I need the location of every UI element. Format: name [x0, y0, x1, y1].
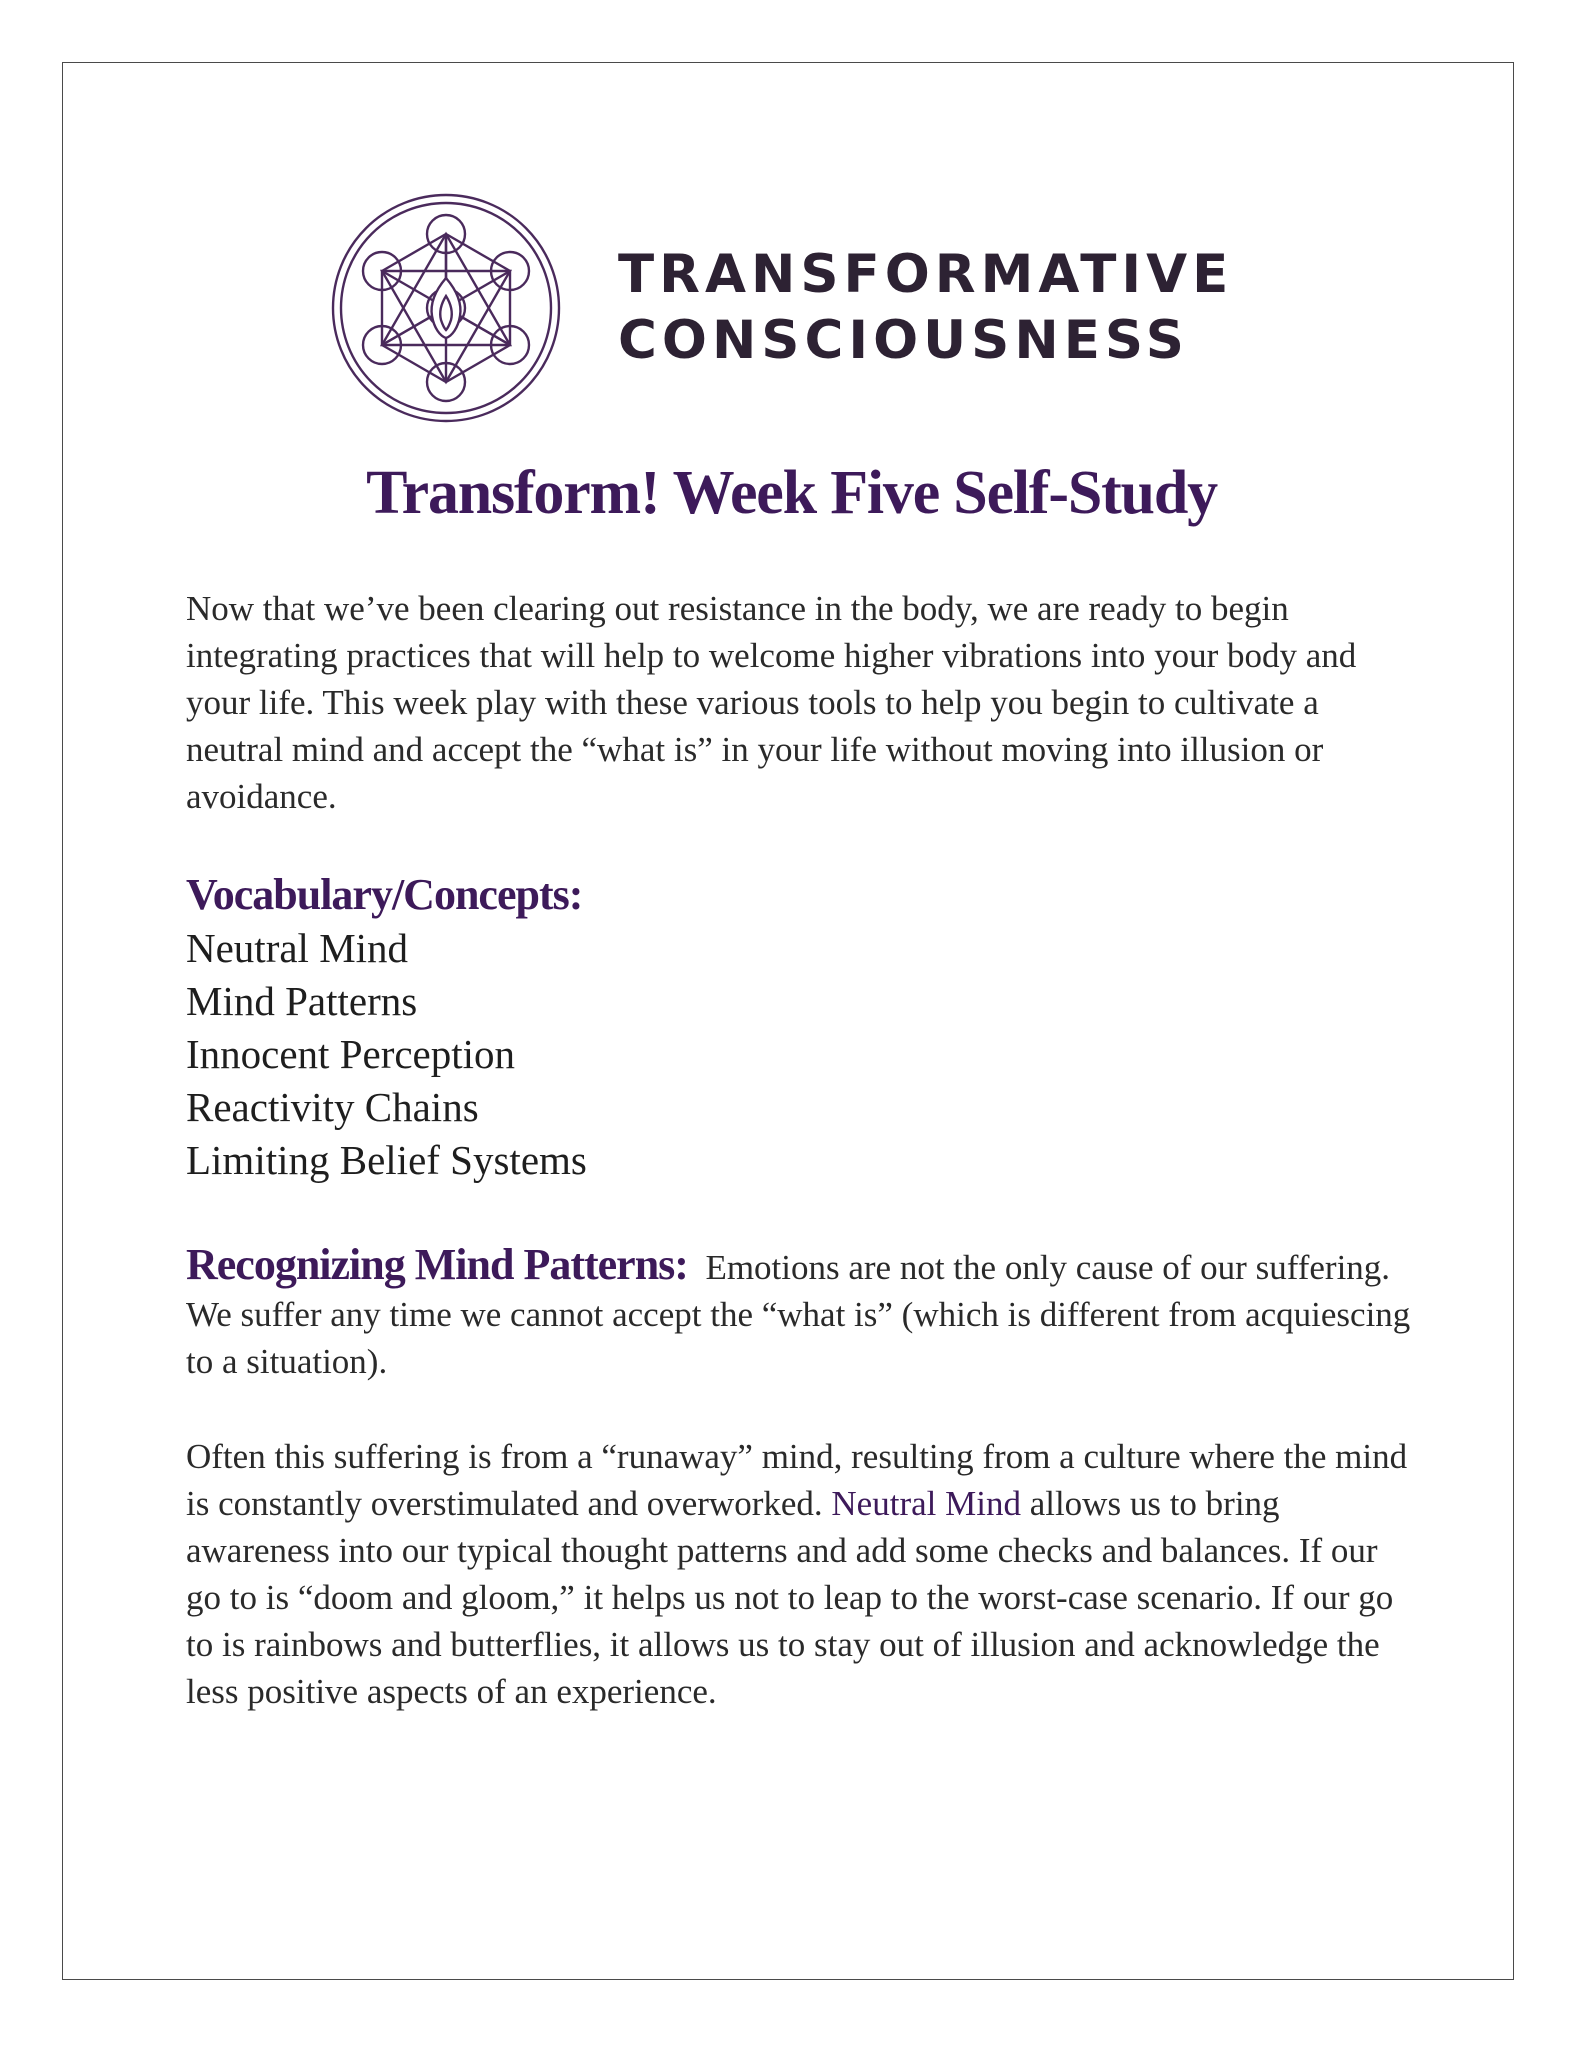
paragraph-text-after: allows us to bring awareness into our typical thought patterns and add some checks and balances. If our go to is “doom and gloom,” it helps us not to leap to the worst-case scenario. If our go to is rainbows and butterflies, it allows us to stay out of illusion and acknowledge the less positive aspects of an experience. [186, 1484, 1394, 1711]
vocabulary-heading: Vocabulary/Concepts: [186, 870, 583, 919]
sacred-geometry-flame-icon [330, 192, 562, 424]
neutral-mind-paragraph [186, 1433, 1416, 1715]
paragraph-text-before: Often this suffering is from a “runaway” mind, resulting from a culture where the mind is constantly overstimulated and overworked. [186, 1437, 1408, 1523]
brand-wordmark [618, 242, 1233, 374]
mind-patterns-text: Emotions are not the only cause of our suffering. We suffer any time we cannot accept the “what is” (which is different from acquiescing to a situation). [186, 1248, 1411, 1381]
list-item: Mind Patterns [186, 978, 418, 1024]
mind-patterns-paragraph [186, 1241, 1416, 1385]
list-item: Reactivity Chains [186, 1084, 479, 1130]
mind-patterns-heading: Recognizing Mind Patterns: [186, 1240, 688, 1289]
brand-line-1: TRANSFORMATIVE [618, 244, 1234, 305]
neutral-mind-highlight: Neutral Mind [831, 1484, 1021, 1523]
page-title: Transform! Week Five Self-Study [366, 459, 1217, 527]
brand-line-2: CONSCIOUSNESS [618, 310, 1189, 371]
vocabulary-list [186, 922, 1416, 1187]
document-body [186, 585, 1416, 1715]
intro-paragraph: Now that we’ve been clearing out resistance in the body, we are ready to begin integrating practices that will help to welcome higher vibrations into your body and your life. This week play with these various tools to help you begin to cultivate a neutral mind and accept the “what is” in your life without moving into illusion or avoidance. [186, 589, 1357, 816]
list-item: Innocent Perception [186, 1031, 516, 1077]
list-item: Neutral Mind [186, 925, 409, 971]
list-item: Limiting Belief Systems [186, 1137, 587, 1183]
